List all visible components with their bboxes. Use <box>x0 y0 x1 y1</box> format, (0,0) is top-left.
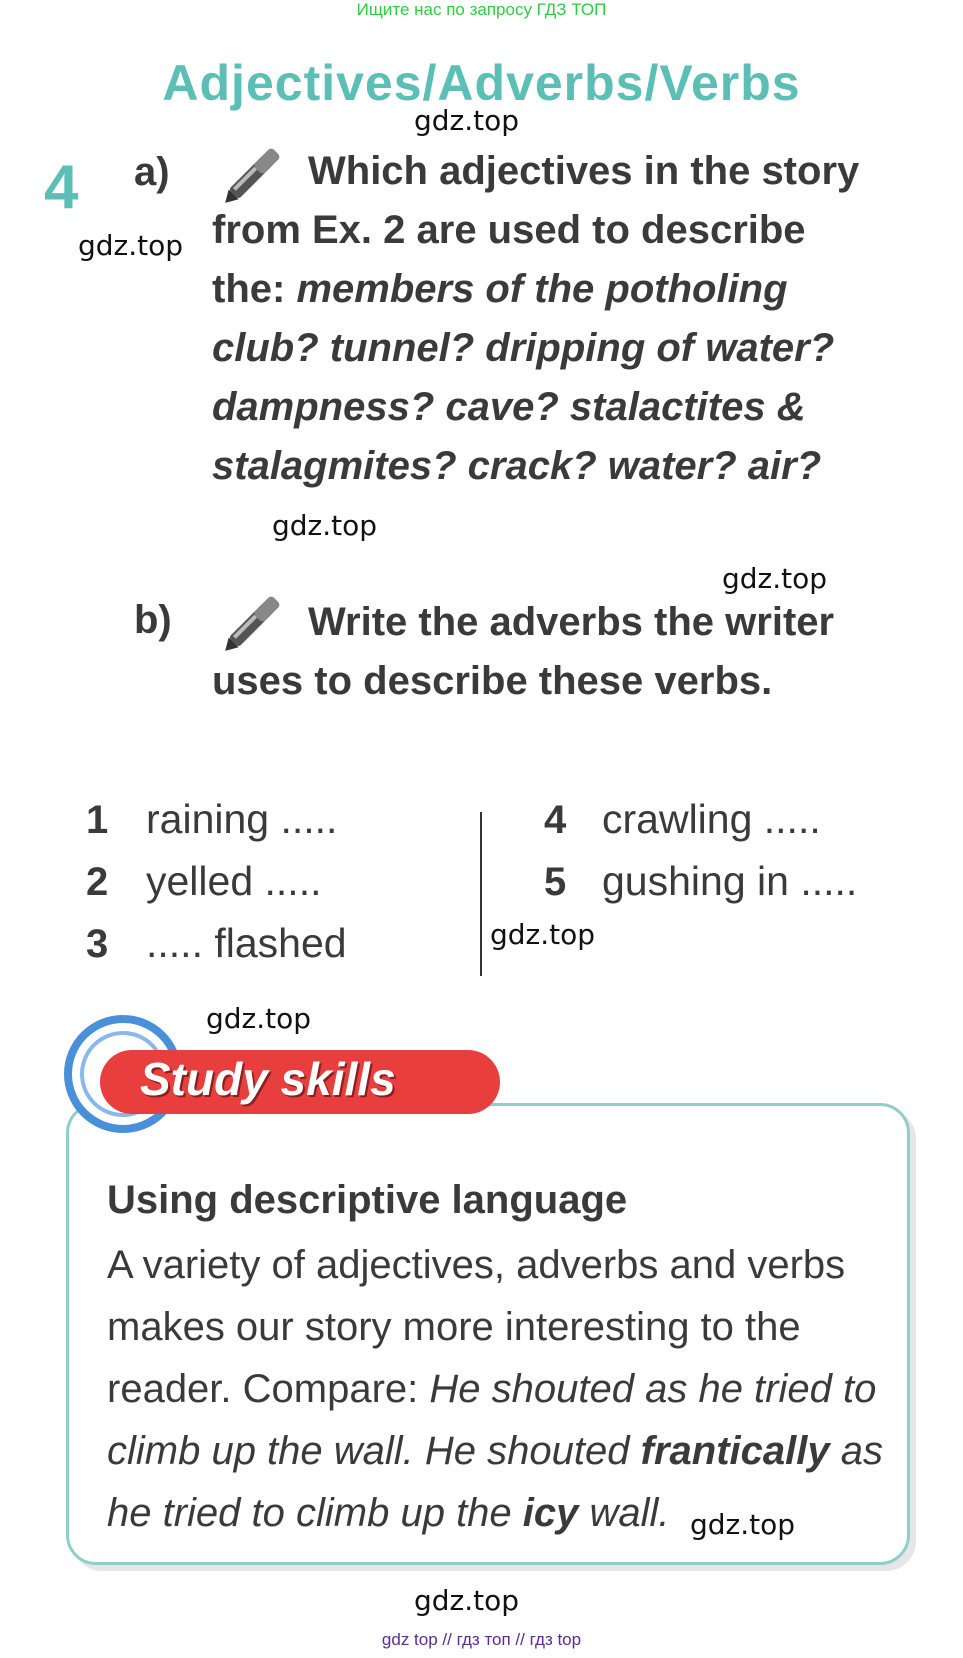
part-b-label: b) <box>134 598 172 642</box>
watermark: gdz.top <box>414 104 520 137</box>
study-skills-badge-label: Study skills <box>140 1053 396 1105</box>
item-text: crawling ..... <box>602 796 821 842</box>
watermark: gdz.top <box>690 1508 796 1541</box>
part-a-line6: stalagmites? crack? water? air? <box>212 444 822 488</box>
part-a-line3-plain: the: <box>212 267 297 311</box>
body-text-italic: as <box>829 1429 883 1473</box>
part-a-label: a) <box>134 150 170 194</box>
part-a-line4: club? tunnel? dripping of water? <box>212 326 835 370</box>
item-number: 2 <box>86 860 109 904</box>
part-a-line1: Which adjectives in the story <box>308 149 860 193</box>
item-text: raining ..... <box>146 796 338 842</box>
body-text-italic: climb up the wall. He shouted <box>107 1429 641 1473</box>
body-line <box>107 1358 897 1420</box>
body-line <box>107 1420 897 1482</box>
item-number: 5 <box>544 860 567 904</box>
page-title: Adjectives/Adverbs/Verbs <box>162 55 801 111</box>
watermark: gdz.top <box>272 509 378 542</box>
watermark: gdz.top <box>490 918 596 951</box>
item-text: ..... flashed <box>146 920 347 966</box>
study-skills-heading: Using descriptive language <box>107 1178 628 1222</box>
body-text-italic: he tried to climb up the <box>107 1491 523 1535</box>
part-a-line5: dampness? cave? stalactites & <box>212 385 806 429</box>
body-text-bold: icy <box>522 1491 579 1535</box>
body-text-bold: frantically <box>640 1429 830 1473</box>
study-skills-body <box>107 1234 897 1544</box>
item-text: yelled ..... <box>146 858 322 904</box>
watermark: gdz.top <box>414 1584 520 1617</box>
body-line: A variety of adjectives, adverbs and verbs <box>107 1243 846 1287</box>
watermark: gdz.top <box>78 229 184 262</box>
top-banner: Ищите нас по запросу ГДЗ ТОП <box>356 0 607 19</box>
item-number: 4 <box>544 798 567 842</box>
watermark: gdz.top <box>722 562 828 595</box>
part-a-line3 <box>212 258 788 320</box>
footer-links: gdz top // гдз топ // гдз top <box>381 1630 582 1649</box>
part-a-line3-italic: members of the potholing <box>296 267 788 311</box>
column-divider <box>480 812 482 976</box>
part-b-line1: Write the adverbs the writer <box>308 600 835 644</box>
item-text: gushing in ..... <box>602 858 858 904</box>
part-a-line2: from Ex. 2 are used to describe <box>212 208 806 252</box>
body-text: reader. Compare: <box>107 1367 430 1411</box>
item-number: 3 <box>86 922 109 966</box>
item-number: 1 <box>86 798 109 842</box>
watermark: gdz.top <box>206 1002 312 1035</box>
body-text-italic: wall. <box>578 1491 670 1535</box>
body-line: makes our story more interesting to the <box>107 1305 801 1349</box>
part-b-line2: uses to describe these verbs. <box>212 659 773 703</box>
body-text-italic: He shouted as he tried to <box>429 1367 877 1411</box>
exercise-number: 4 <box>44 153 79 222</box>
